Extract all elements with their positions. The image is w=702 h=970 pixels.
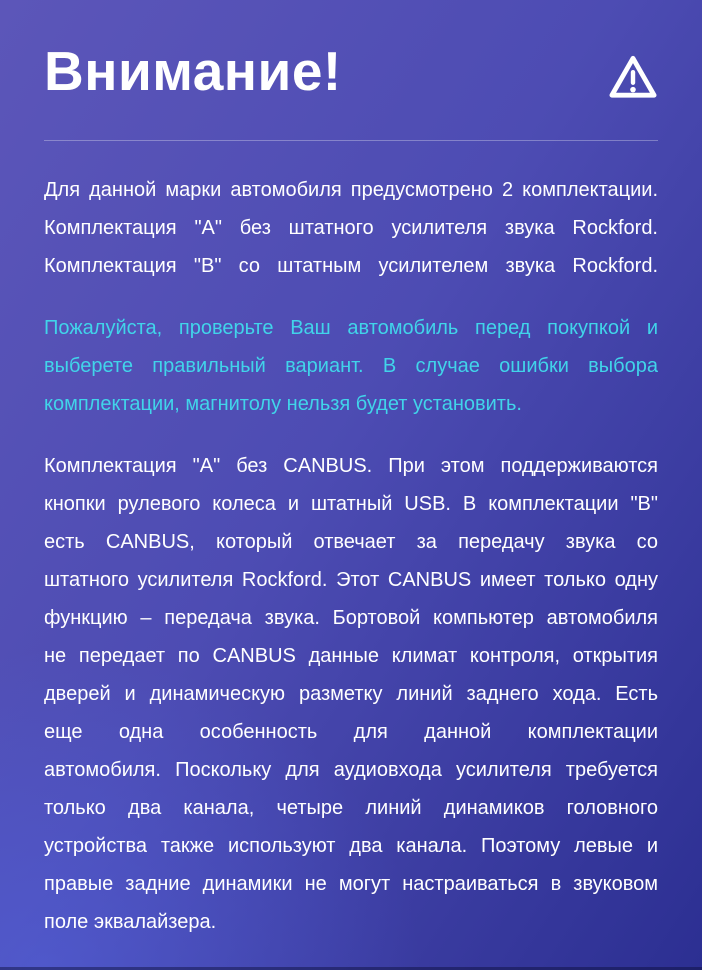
text-line: автомобиля. Поскольку для аудиовхода усилителя требуется (44, 759, 658, 781)
text-line: Комплектация "А" без штатного усилителя звука Rockford. (44, 217, 658, 239)
text-line: Пожалуйста, проверьте Ваш автомобиль перед покупкой и (44, 317, 658, 339)
paragraph-purchase-warning (44, 309, 658, 423)
warning-triangle-icon (608, 53, 658, 105)
text-line: Комплектация "А" без CANBUS. При этом поддерживаются (44, 455, 658, 477)
text-line: еще одна особенность для данной комплектации (44, 721, 658, 743)
text-line: Для данной марки автомобиля предусмотрено 2 комплектации. (44, 179, 658, 201)
text-line: поле эквалайзера. (44, 911, 217, 933)
text-line: функцию – передача звука. Бортовой компьютер автомобиля (44, 607, 658, 629)
text-line: Комплектация "В" со штатным усилителем звука Rockford. (44, 255, 658, 277)
divider (44, 140, 658, 141)
text-line: есть CANBUS, который отвечает за передачу звука со (44, 531, 658, 553)
text-line: дверей и динамическую разметку линий заднего хода. Есть (44, 683, 658, 705)
text-line: не передает по CANBUS данные климат контроля, открытия (44, 645, 658, 667)
text-line: кнопки рулевого колеса и штатный USB. В комплектации "В" (44, 493, 658, 515)
header (44, 0, 658, 105)
text-line: комплектации, магнитолу нельзя будет установить. (44, 393, 522, 415)
text-line: правые задние динамики не могут настраиваться в звуковом (44, 873, 658, 895)
text-line: устройства также используют два канала. Поэтому левые и (44, 835, 658, 857)
text-line: штатного усилителя Rockford. Этот CANBUS имеет только одну (44, 569, 658, 591)
text-line: только два канала, четыре линий динамиков головного (44, 797, 658, 819)
text-line: выберете правильный вариант. В случае ошибки выбора (44, 355, 658, 377)
paragraph-configurations (44, 171, 658, 285)
page-title: Внимание! (44, 40, 342, 102)
paragraph-canbus-details (44, 447, 658, 941)
